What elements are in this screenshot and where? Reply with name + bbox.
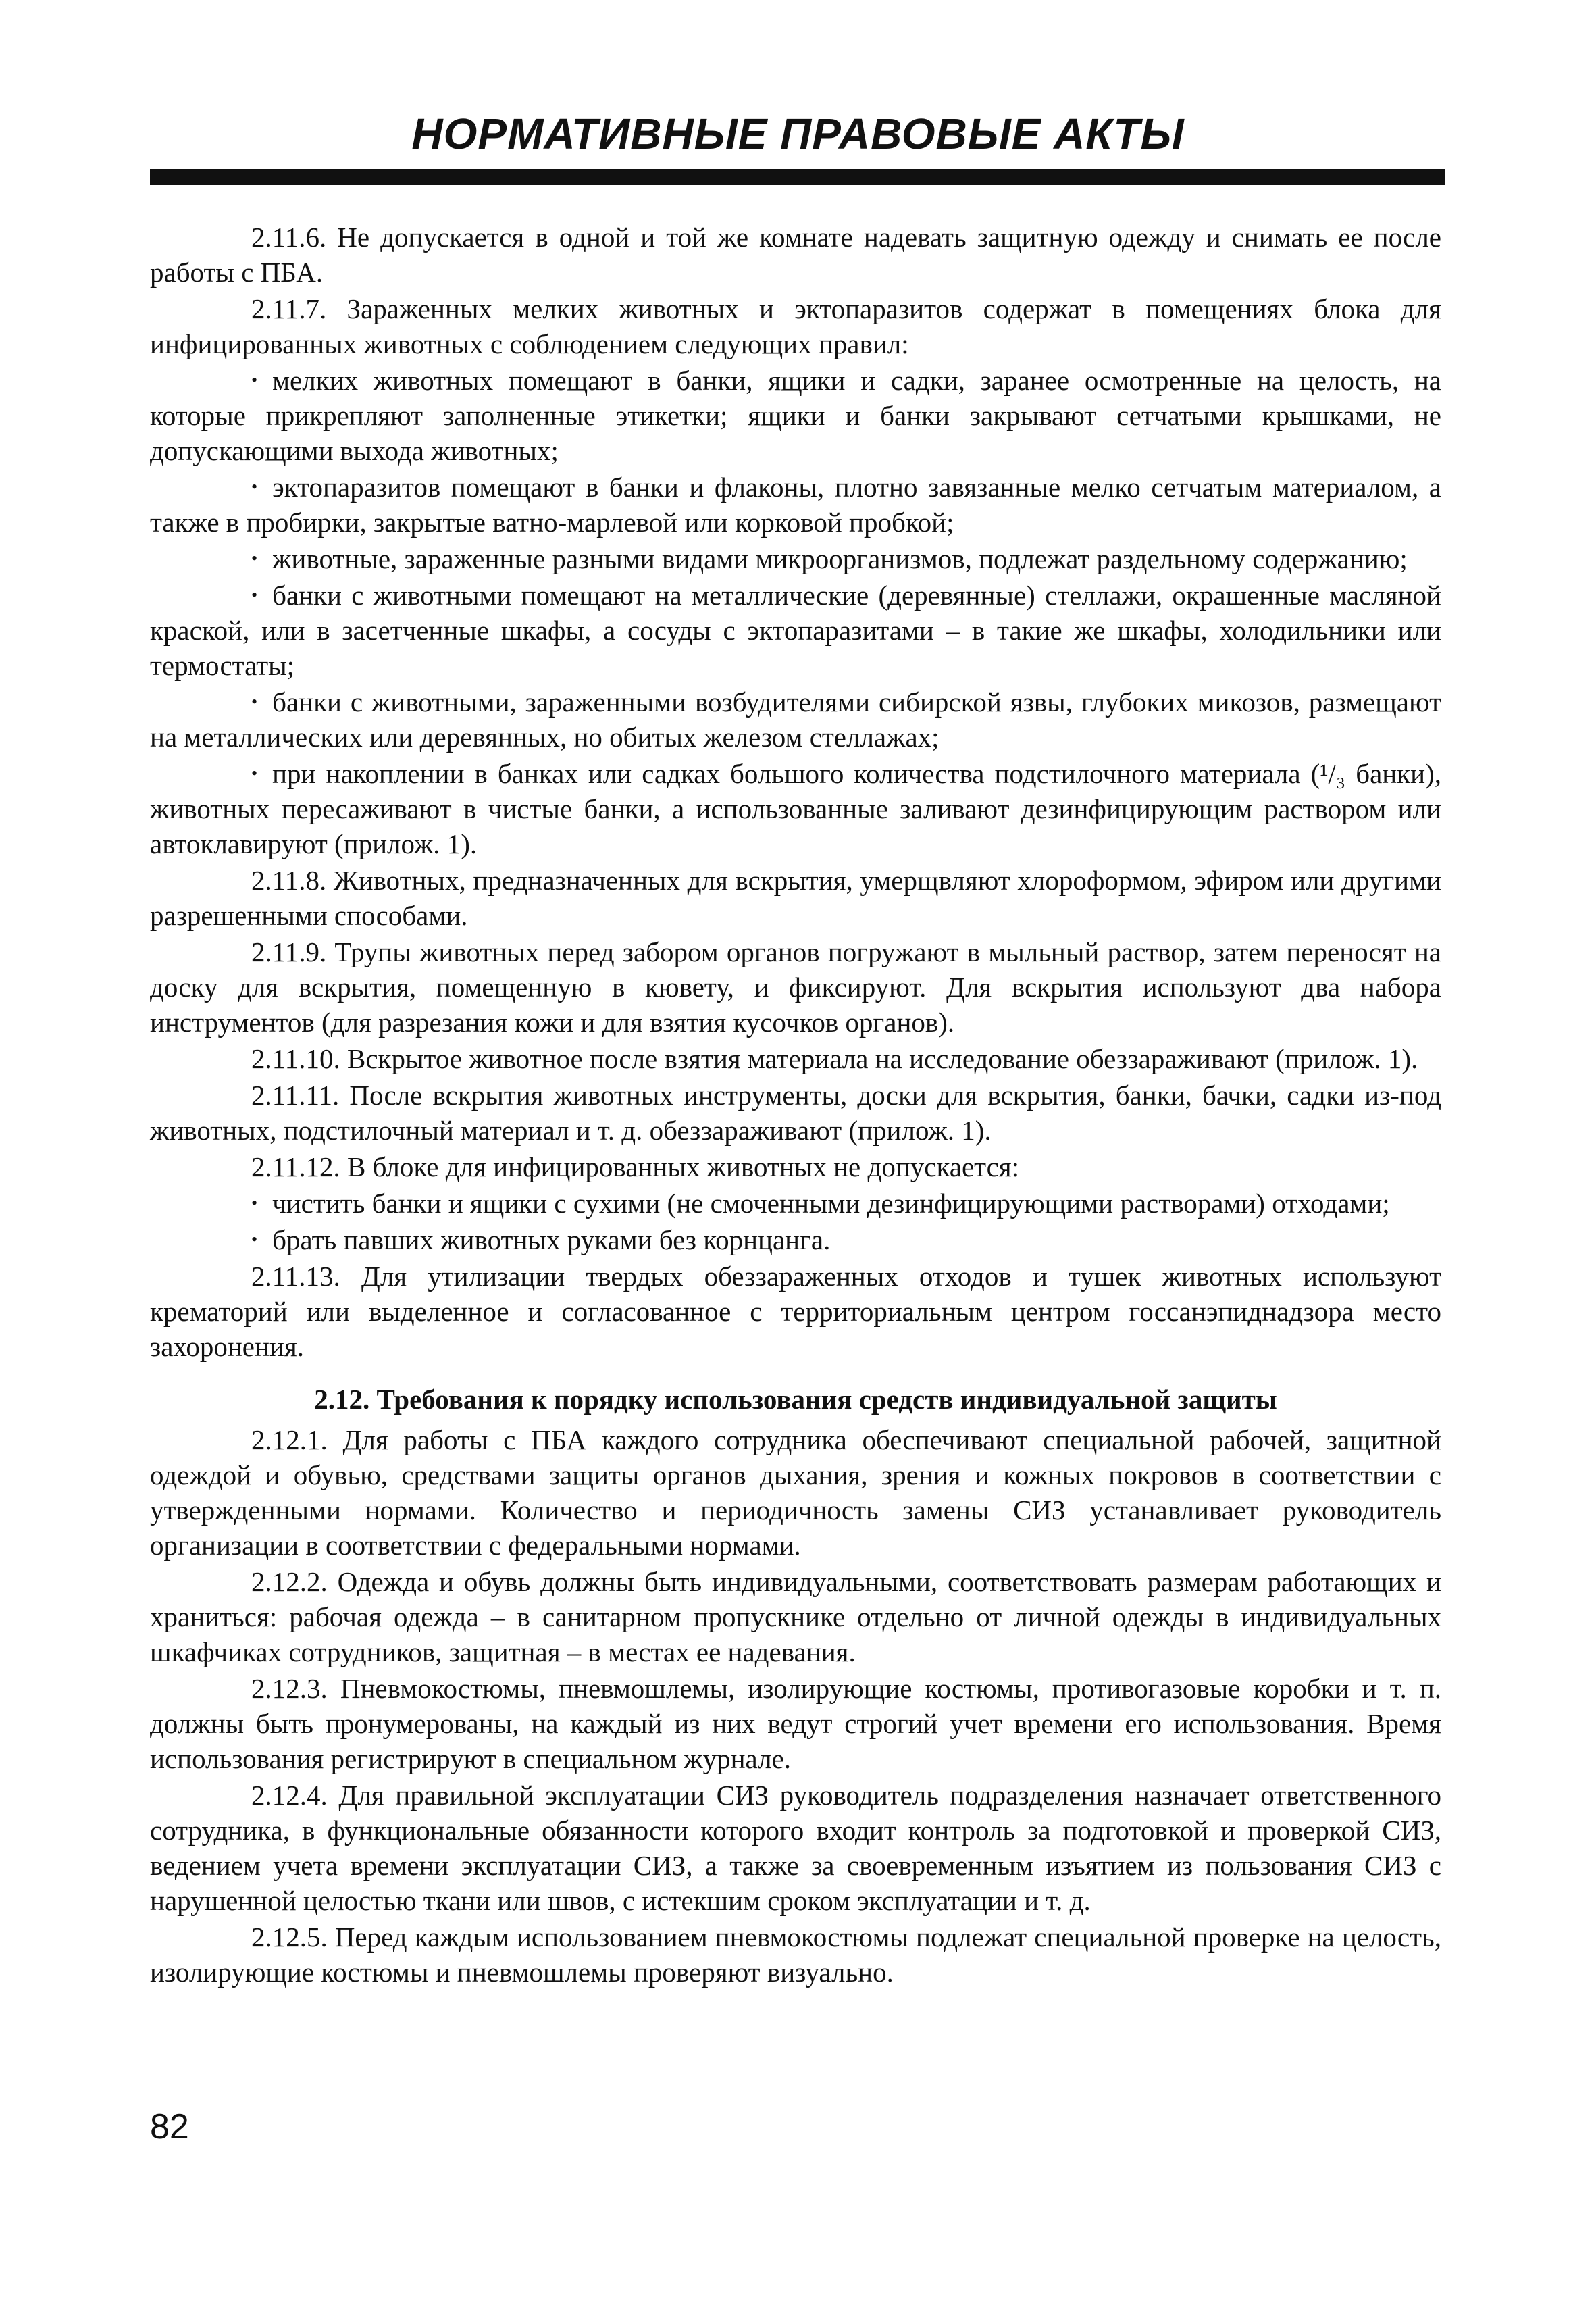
list-item-text: чистить банки и ящики с сухими (не смоченными дезинфицирующими растворами) отходами; xyxy=(272,1188,1390,1219)
paragraph-2-11-7: 2.11.7. Зараженных мелких животных и эктопаразитов содержат в помещениях блока для инфицированных животных с соблюдением следующих правил: xyxy=(150,293,1441,359)
list-item xyxy=(150,1186,1441,1221)
list-item-text: банки с животными, зараженными возбудителями сибирской язвы, глубоких микозов, размещают на металлических или деревянных, но обитых железом стеллажах; xyxy=(150,686,1441,753)
list-item-text: при накоплении в банках или садках большого количества подстилочного материала (¹/₃ банки), животных пересаживают в чистые банки, а использованные заливают дезинфицирующим раствором или автоклавируют (прилож. 1). xyxy=(150,758,1441,859)
paragraph-2-11-12: 2.11.12. В блоке для инфицированных животных не допускается: xyxy=(251,1151,1020,1182)
list-item-text: мелких животных помещают в банки, ящики и садки, заранее осмотренные на целость, на которые прикрепляют заполненные этикетки; ящики и банки закрывают сетчатыми крышками, не допускающими выхода животных; xyxy=(150,365,1441,466)
bullet-icon: • xyxy=(251,549,258,568)
paragraph-2-11-11: 2.11.11. После вскрытия животных инструменты, доски для вскрытия, банки, бачки, садки из-под животных, подстилочный материал и т. д. обеззараживают (прилож. 1). xyxy=(150,1080,1441,1146)
list-item xyxy=(150,363,1441,468)
page-header-title: НОРМАТИВНЫЕ ПРАВОВЫЕ АКТЫ xyxy=(411,109,1185,158)
bullet-icon: • xyxy=(251,477,258,497)
list-item xyxy=(150,578,1441,683)
paragraph-2-12-2: 2.12.2. Одежда и обувь должны быть индивидуальными, соответствовать размерам работающих и храниться: рабочая одежда – в санитарном пропускнике отдельно от личной одежды в индивидуальных шкафчиках сотрудников, защитная – в местах ее надевания. xyxy=(150,1566,1441,1667)
list-item-text: банки с животными помещают на металлические (деревянные) стеллажи, окрашенные масляной краской, или в засетченные шкафы, а сосуды с эктопаразитами – в такие же шкафы, холодильники или термостаты; xyxy=(150,580,1441,681)
list-item xyxy=(150,684,1441,755)
paragraph-2-12-1: 2.12.1. Для работы с ПБА каждого сотрудника обеспечивают специальной рабочей, защитной одеждой и обувью, средствами защиты органов дыхания, зрения и кожных покровов в соответствии с утвержденными нормами. Количество и периодичность замены СИЗ устанавливает руководитель организации в соответствии с федеральными нормами. xyxy=(150,1424,1441,1561)
paragraph-2-12-5: 2.12.5. Перед каждым использованием пневмокостюмы подлежат специальной проверке на целость, изолирующие костюмы и пневмошлемы проверяют визуально. xyxy=(150,1921,1441,1988)
bullet-icon: • xyxy=(251,1193,258,1213)
paragraph-2-12-4: 2.12.4. Для правильной эксплуатации СИЗ руководитель подразделения назначает ответственного сотрудника, в функциональные обязанности которого входит контроль за подготовкой и проверкой СИЗ, ведением учета времени эксплуатации СИЗ, а также за своевременным изъятием из пользования СИЗ с нарушенной целостью ткани или швов, с истекшим сроком эксплуатации и т. д. xyxy=(150,1780,1441,1916)
list-item xyxy=(150,756,1441,861)
list-item-text: эктопаразитов помещают в банки и флаконы, плотно завязанные мелко сетчатым материалом, а также в пробирки, закрытые ватно-марлевой или корковой пробкой; xyxy=(150,472,1441,538)
page-number: 82 xyxy=(150,2107,189,2146)
section-heading-2-12: 2.12. Требования к порядку использования средств индивидуальной защиты xyxy=(314,1384,1277,1415)
paragraph-2-11-6: 2.11.6. Не допускается в одной и той же комнате надевать защитную одежду и снимать ее после работы с ПБА. xyxy=(150,222,1441,288)
list-item xyxy=(150,541,1441,576)
bullet-icon: • xyxy=(251,370,258,390)
header-rule xyxy=(150,169,1445,185)
list-item-text: животные, зараженные разными видами микроорганизмов, подлежат раздельному содержанию; xyxy=(272,543,1408,574)
bullet-icon: • xyxy=(251,763,258,783)
paragraph-2-11-8: 2.11.8. Животных, предназначенных для вскрытия, умерщвляют хлороформом, эфиром или другими разрешенными способами. xyxy=(150,865,1441,931)
paragraph-2-11-10: 2.11.10. Вскрытое животное после взятия материала на исследование обеззараживают (прилож. 1). xyxy=(251,1043,1418,1074)
list-item xyxy=(150,470,1441,540)
paragraph-2-12-3: 2.12.3. Пневмокостюмы, пневмошлемы, изолирующие костюмы, противогазовые коробки и т. п. должны быть пронумерованы, на каждый из них ведут строгий учет времени его использования. Время использования регистрируют в специальном журнале. xyxy=(150,1673,1441,1774)
bullet-icon: • xyxy=(251,585,258,605)
paragraph-2-11-9: 2.11.9. Трупы животных перед забором органов погружают в мыльный раствор, затем переносят на доску для вскрытия, помещенную в кювету, и фиксируют. Для вскрытия используют два набора инструментов (для разрезания кожи и для взятия кусочков органов). xyxy=(150,936,1441,1038)
bullet-icon: • xyxy=(251,692,258,711)
document-body xyxy=(150,220,1441,1991)
list-item xyxy=(150,1222,1441,1257)
list-item-text: брать павших животных руками без корнцанга. xyxy=(272,1224,831,1255)
paragraph-2-11-13: 2.11.13. Для утилизации твердых обеззараженных отходов и тушек животных используют крематорий или выделенное и согласованное с территориальным центром госсанэпиднадзора место захоронения. xyxy=(150,1261,1441,1362)
bullet-icon: • xyxy=(251,1230,258,1249)
